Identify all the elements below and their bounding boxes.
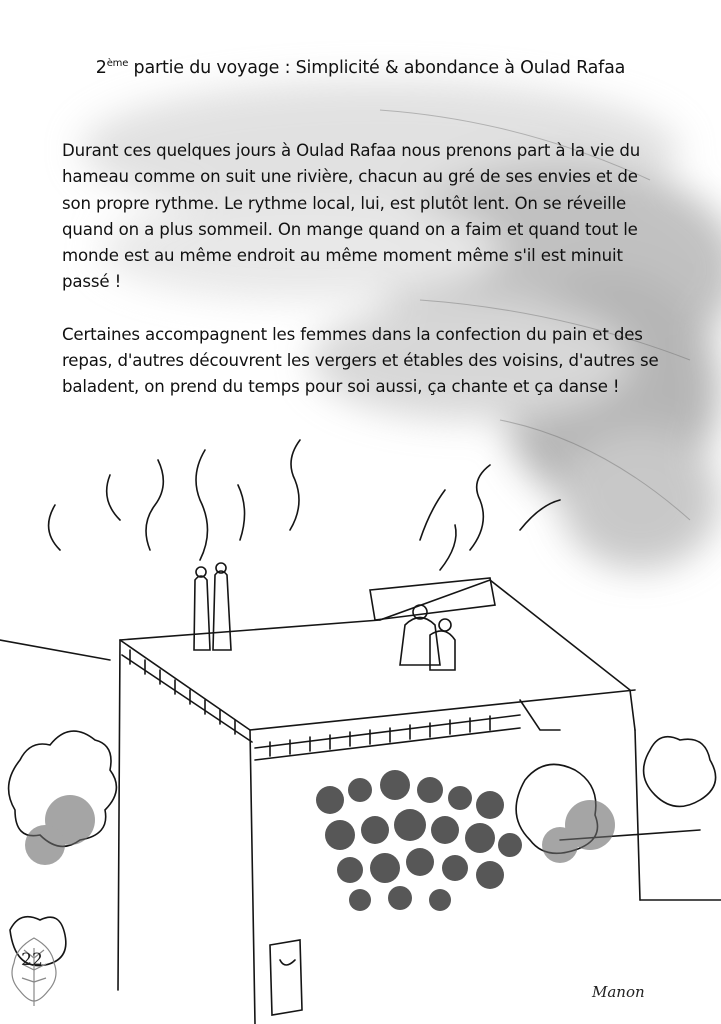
title-prefix: 2 <box>95 58 107 78</box>
page-number: 22 <box>21 950 43 970</box>
rooftop-house-illustration <box>0 430 721 1024</box>
paragraph-2: Certaines accompagnent les femmes dans la confection du pain et des repas, d'autres découvrent les vergers et étables des voisins, d'autres se baladent, on prend du temps pour soi aussi, ça chante et ça danse ! <box>62 324 659 397</box>
body-text <box>62 138 670 401</box>
title-text: partie du voyage : Simplicité & abondance à Oulad Rafaa <box>128 58 626 78</box>
title-superscript: ème <box>106 58 129 69</box>
paragraph-1: Durant ces quelques jours à Oulad Rafaa nous prenons part à la vie du hameau comme on suit une rivière, chacun au gré de ses envies et de son propre rythme. Le rythme local, lui, est plutôt lent. On se réveille quand on a plus sommeil. On mange quand on a faim et quand tout le monde est au même endroit au même moment même s'il est minuit passé ! <box>62 141 641 292</box>
page-title <box>0 58 721 78</box>
artist-signature: Manon <box>592 983 645 1001</box>
